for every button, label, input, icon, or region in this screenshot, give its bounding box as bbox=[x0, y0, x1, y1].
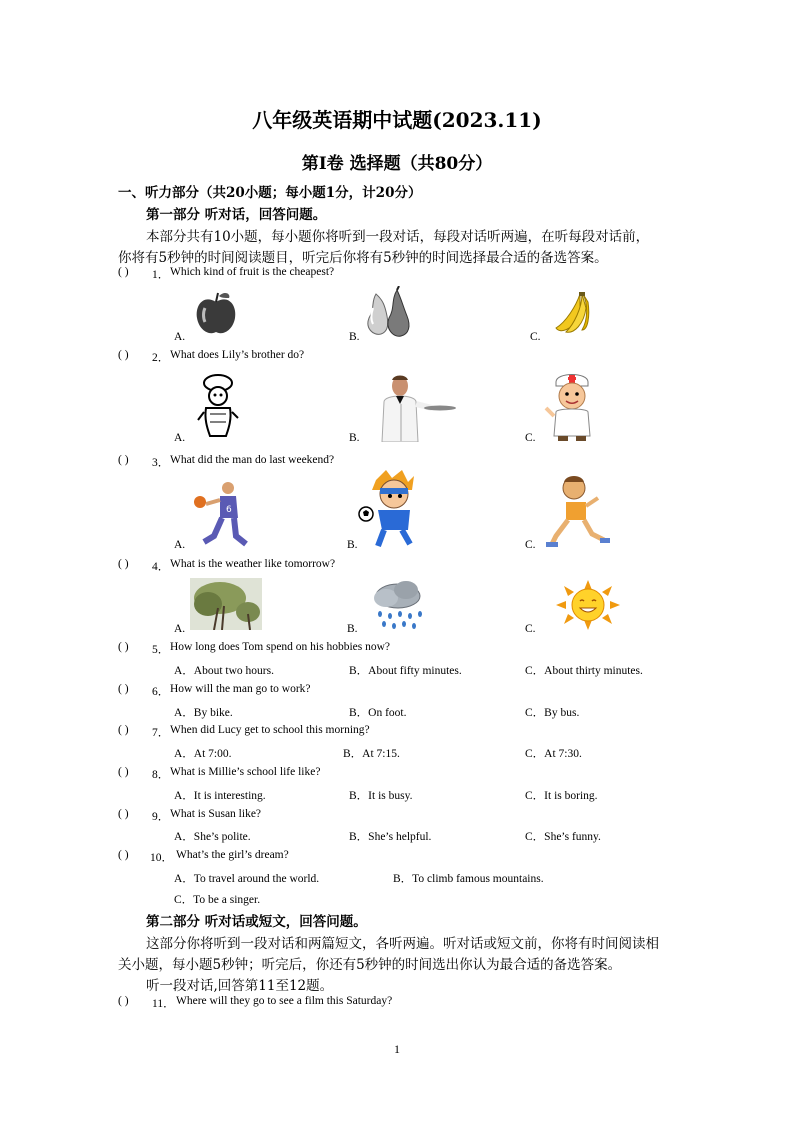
answer-bracket[interactable]: ( ) bbox=[118, 349, 129, 361]
answer-bracket[interactable]: ( ) bbox=[118, 558, 129, 570]
option-c[interactable]: C. bbox=[525, 623, 536, 635]
question-number: 9． bbox=[152, 811, 170, 823]
option-b[interactable]: B．To climb famous mountains. bbox=[393, 873, 544, 885]
chef-icon bbox=[196, 374, 240, 440]
option-b[interactable]: B. bbox=[347, 539, 358, 551]
option-b[interactable]: B．On foot. bbox=[349, 707, 407, 719]
option-c[interactable]: C. bbox=[525, 539, 536, 551]
page-title: 八年级英语期中试题(2023.11) bbox=[252, 108, 542, 132]
question-text: What is Susan like? bbox=[170, 808, 262, 820]
option-b[interactable]: B．At 7:15. bbox=[343, 748, 400, 760]
part2-intro-line2: 关小题，每小题5秒钟；听完后，你还有5秒钟的时间选出你认为最合适的备选答案。 bbox=[118, 957, 622, 973]
question-text: How will the man go to work? bbox=[170, 683, 311, 695]
option-c[interactable]: C．She’s funny. bbox=[525, 831, 601, 843]
question-text: What does Lily’s brother do? bbox=[170, 349, 305, 361]
question-text: What did the man do last weekend? bbox=[170, 454, 335, 466]
basketball-player-icon bbox=[190, 478, 254, 550]
option-b[interactable]: B．It is busy. bbox=[349, 790, 413, 802]
question-number: 4． bbox=[152, 561, 170, 573]
option-b[interactable]: B. bbox=[349, 432, 360, 444]
answer-bracket[interactable]: ( ) bbox=[118, 849, 129, 861]
listening-heading: 一、听力部分（共20小题；每小题1分，计20分） bbox=[118, 185, 422, 201]
section-title: 第Ⅰ卷 选择题（共80分） bbox=[301, 154, 493, 174]
option-a[interactable]: A．About two hours. bbox=[174, 665, 274, 677]
question-text: What’s the girl’s dream? bbox=[176, 849, 289, 861]
option-b[interactable]: B. bbox=[349, 331, 360, 343]
question-text: Where will they go to see a film this Saturday? bbox=[176, 995, 393, 1007]
runner-icon bbox=[546, 474, 610, 550]
question-number: 10． bbox=[150, 852, 173, 864]
option-b[interactable]: B．She’s helpful. bbox=[349, 831, 432, 843]
question-text: How long does Tom spend on his hobbies now? bbox=[170, 641, 391, 653]
option-b[interactable]: B．About fifty minutes. bbox=[349, 665, 462, 677]
option-a[interactable]: A．She’s polite. bbox=[174, 831, 251, 843]
question-text: Which kind of fruit is the cheapest? bbox=[170, 266, 335, 278]
option-a[interactable]: A. bbox=[174, 331, 186, 343]
part2-heading: 第二部分 听对话或短文，回答问题。 bbox=[146, 914, 367, 930]
option-a[interactable]: A．At 7:00. bbox=[174, 748, 232, 760]
question-text: What is Millie’s school life like? bbox=[170, 766, 321, 778]
option-c[interactable]: C. bbox=[525, 432, 536, 444]
option-a[interactable]: A．By bike. bbox=[174, 707, 233, 719]
apple-icon bbox=[193, 290, 239, 338]
pear-icon bbox=[361, 286, 413, 338]
option-a[interactable]: A. bbox=[174, 432, 186, 444]
part1-intro-line1: 本部分共有10小题，每小题你将听到一段对话，每段对话听两遍，在听每段对话前， bbox=[146, 229, 650, 245]
answer-bracket[interactable]: ( ) bbox=[118, 766, 129, 778]
question-number: 11． bbox=[152, 998, 175, 1010]
part2-instruction: 听一段对话,回答第11至12题。 bbox=[146, 978, 334, 994]
option-b[interactable]: B. bbox=[347, 623, 358, 635]
question-number: 1． bbox=[152, 269, 170, 281]
question-text: What is the weather like tomorrow? bbox=[170, 558, 336, 570]
question-number: 6． bbox=[152, 686, 170, 698]
answer-bracket[interactable]: ( ) bbox=[118, 454, 129, 466]
soccer-player-icon bbox=[356, 470, 428, 550]
option-c[interactable]: C．To be a singer. bbox=[174, 894, 261, 906]
svg-text:6: 6 bbox=[226, 505, 232, 515]
option-c[interactable]: C. bbox=[530, 331, 541, 343]
part1-heading: 第一部分 听对话，回答问题。 bbox=[146, 207, 327, 223]
part2-intro-line1: 这部分你将听到一段对话和两篇短文，各听两遍。听对话或短文前，你将有时间阅读相 bbox=[146, 936, 659, 952]
rain-cloud-icon bbox=[370, 578, 426, 632]
answer-bracket[interactable]: ( ) bbox=[118, 724, 129, 736]
option-c[interactable]: C．About thirty minutes. bbox=[525, 665, 643, 677]
option-c[interactable]: C．At 7:30. bbox=[525, 748, 582, 760]
doctor-icon bbox=[544, 370, 600, 442]
option-a[interactable]: A. bbox=[174, 623, 186, 635]
answer-bracket[interactable]: ( ) bbox=[118, 808, 129, 820]
answer-bracket[interactable]: ( ) bbox=[118, 995, 129, 1007]
question-number: 3． bbox=[152, 457, 170, 469]
question-number: 7． bbox=[152, 727, 170, 739]
question-text: When did Lucy get to school this morning? bbox=[170, 724, 370, 736]
option-c[interactable]: C．It is boring. bbox=[525, 790, 598, 802]
option-a[interactable]: A. bbox=[174, 539, 186, 551]
option-c[interactable]: C．By bus. bbox=[525, 707, 580, 719]
option-a[interactable]: A．It is interesting. bbox=[174, 790, 266, 802]
answer-bracket[interactable]: ( ) bbox=[118, 641, 129, 653]
banana-icon bbox=[552, 292, 590, 336]
question-number: 2． bbox=[152, 352, 170, 364]
windy-tree-icon bbox=[190, 578, 262, 630]
part1-intro-line2: 你将有5秒钟的时间阅读题目，听完后你将有5秒钟的时间选择最合适的备选答案。 bbox=[118, 250, 608, 266]
question-number: 5． bbox=[152, 644, 170, 656]
sun-icon bbox=[552, 580, 624, 630]
waiter-icon bbox=[378, 374, 458, 442]
answer-bracket[interactable]: ( ) bbox=[118, 683, 129, 695]
answer-bracket[interactable]: ( ) bbox=[118, 266, 129, 278]
option-a[interactable]: A．To travel around the world. bbox=[174, 873, 320, 885]
question-number: 8． bbox=[152, 769, 170, 781]
page-number: 1 bbox=[394, 1042, 400, 1056]
